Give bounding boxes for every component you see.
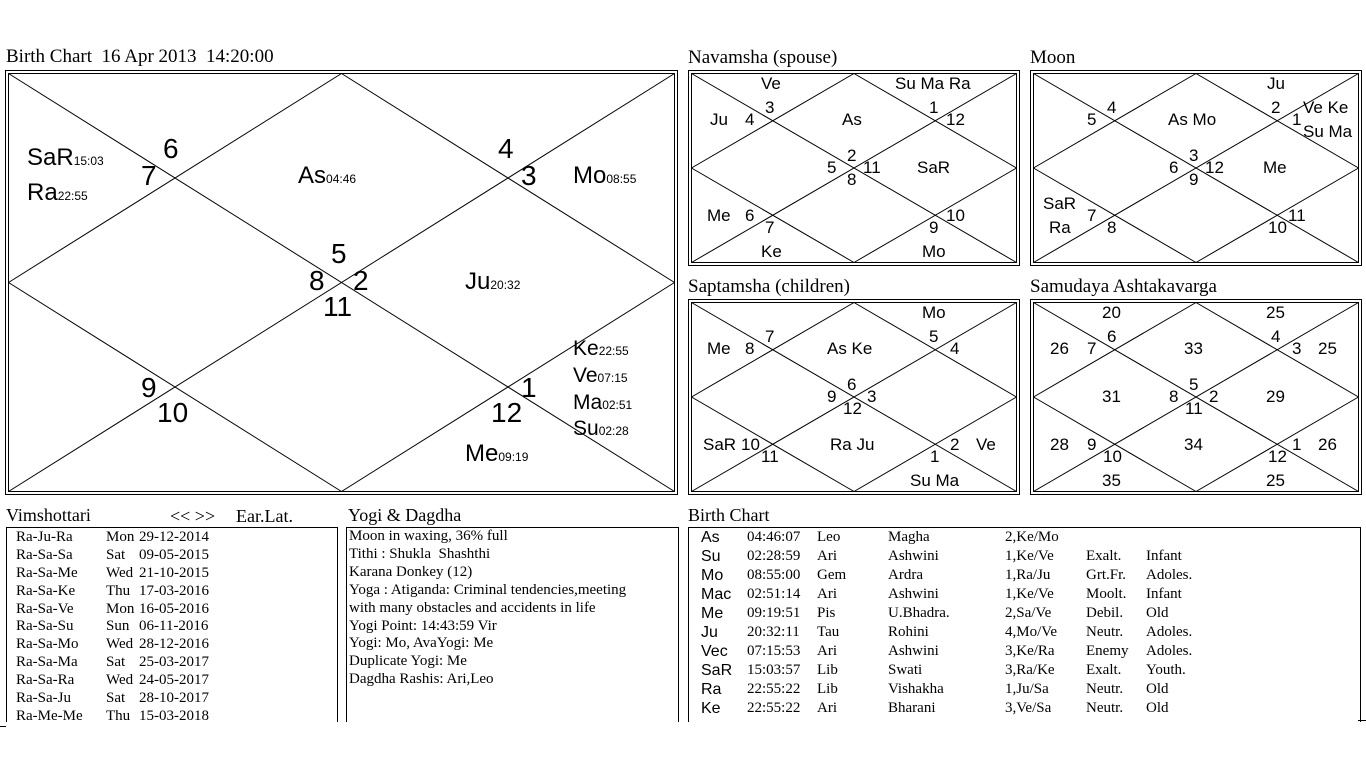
edge-mark <box>0 726 6 727</box>
saptamsha-chart-lines <box>688 299 1020 495</box>
table-row: As 04:46:07 Leo Magha 2,Ke/Mo <box>701 529 1059 546</box>
navamsha-chart-lines <box>688 70 1020 266</box>
yogi-line: Dagdha Rashis: Ari,Leo <box>349 671 494 688</box>
house-number: 6 <box>1107 327 1117 346</box>
planet-label: Ra22:55 <box>27 179 88 206</box>
yogi-line: Duplicate Yogi: Me <box>349 653 467 670</box>
list-item[interactable]: Ra-Sa-Mo Wed 28-12-2016 <box>16 636 209 653</box>
table-row: Vec 07:15:53 Ari Ashwini 3,Ke/Ra Enemy Adoles. <box>701 643 1193 660</box>
house-number: 3 <box>867 387 877 406</box>
house-number: 5 <box>827 158 837 177</box>
list-item[interactable]: Ra-Sa-Su Sun 06-11-2016 <box>16 618 209 635</box>
house-number: 4 <box>745 110 755 129</box>
house-number: 2 <box>353 265 369 296</box>
ear-lat-toggle[interactable]: Ear.Lat. <box>236 506 293 526</box>
score-label: 29 <box>1266 387 1285 406</box>
house-number: 7 <box>141 160 157 191</box>
house-number: 7 <box>1087 339 1097 358</box>
house-number: 12 <box>843 399 862 418</box>
house-number: 10 <box>1268 218 1287 237</box>
house-number: 1 <box>930 447 940 466</box>
score-label: 20 <box>1102 303 1121 322</box>
house-number: 9 <box>929 218 939 237</box>
score-label: 26 <box>1050 339 1069 358</box>
house-number: 6 <box>163 133 179 164</box>
vimshottari-rows <box>16 529 326 726</box>
house-number: 7 <box>765 218 775 237</box>
house-number: 8 <box>1169 387 1179 406</box>
house-number: 7 <box>1087 206 1097 225</box>
planet-label: Su Ma <box>910 471 960 490</box>
planet-label: Ke <box>761 242 782 261</box>
planet-label: SaR <box>1043 194 1077 213</box>
dasha-nav-buttons[interactable]: << >> <box>170 506 216 526</box>
vimshottari-title: Vimshottari <box>6 505 91 525</box>
house-number: 3 <box>1292 339 1302 358</box>
planet-label: Ve07:15 <box>573 364 628 387</box>
house-number: 6 <box>847 375 857 394</box>
house-number: 10 <box>157 397 189 428</box>
planet-label: As Ke <box>827 339 873 358</box>
planet-label: Mo <box>922 242 946 261</box>
birth-table-rows <box>701 529 1341 719</box>
house-number: 6 <box>1169 158 1179 177</box>
house-number: 9 <box>1189 170 1199 189</box>
score-label: 25 <box>1266 303 1285 322</box>
yogi-line: Yogi Point: 14:43:59 Vir <box>349 617 497 634</box>
table-row: Mo 08:55:00 Gem Ardra 1,Ra/Ju Grt.Fr. Adoles. <box>701 567 1193 584</box>
house-number: 12 <box>1205 158 1224 177</box>
house-number: 1 <box>1292 110 1302 129</box>
score-label: 35 <box>1102 471 1121 490</box>
house-number: 11 <box>863 158 881 177</box>
score-label: 28 <box>1050 435 1069 454</box>
planet-label: Ve Ke <box>1303 98 1349 117</box>
house-number: 3 <box>521 160 537 191</box>
planet-label: Ke22:55 <box>573 337 629 360</box>
house-number: 8 <box>309 265 325 296</box>
house-number: 12 <box>1268 447 1287 466</box>
house-number: 2 <box>1209 387 1219 406</box>
planet-label: Ve <box>976 435 996 454</box>
house-number: 7 <box>765 327 775 346</box>
house-number: 2 <box>950 435 960 454</box>
navamsha-title: Navamsha (spouse) <box>688 47 838 68</box>
ashtakavarga-chart[interactable] <box>1030 299 1362 495</box>
house-number: 3 <box>765 98 775 117</box>
planet-label: Me09:19 <box>465 440 529 467</box>
score-label: 34 <box>1184 435 1203 454</box>
list-item[interactable]: Ra-Ju-Ra Mon 29-12-2014 <box>16 529 209 545</box>
planet-label: Su02:28 <box>573 417 629 440</box>
planet-label: Ju <box>1267 74 1285 93</box>
score-label: 25 <box>1318 339 1337 358</box>
table-row: Su 02:28:59 Ari Ashwini 1,Ke/Ve Exalt. Infant <box>701 548 1182 565</box>
house-number: 9 <box>141 372 157 403</box>
table-row: Mac 02:51:14 Ari Ashwini 1,Ke/Ve Moolt. Infant <box>701 586 1182 603</box>
planet-label: Ra Ju <box>830 435 875 454</box>
yogi-line: with many obstacles and accidents in life <box>349 599 596 616</box>
list-item[interactable]: Ra-Sa-Ra Wed 24-05-2017 <box>16 672 209 689</box>
score-label: 33 <box>1184 339 1203 358</box>
house-number: 4 <box>498 133 514 164</box>
list-item[interactable]: Ra-Sa-Ma Sat 25-03-2017 <box>16 654 209 671</box>
planet-label: Me <box>1263 158 1287 177</box>
house-number: 8 <box>745 339 755 358</box>
yogi-lines <box>349 528 626 689</box>
yogi-line: Yogi: Mo, AvaYogi: Me <box>349 635 494 652</box>
navamsha-chart[interactable] <box>688 70 1020 266</box>
planet-label: Su Ma <box>1303 122 1353 141</box>
list-item[interactable]: Ra-Sa-Sa Sat 09-05-2015 <box>16 546 209 563</box>
score-label: 25 <box>1266 471 1285 490</box>
table-row: Ke 22:55:22 Ari Bharani 3,Ve/Sa Neutr. Old <box>701 700 1169 717</box>
planet-label: SaR <box>703 435 737 454</box>
moon-title: Moon <box>1030 47 1076 68</box>
list-item[interactable]: Ra-Sa-Me Wed 21-10-2015 <box>16 564 209 581</box>
house-number: 11 <box>1185 399 1203 418</box>
house-number: 3 <box>1189 146 1199 165</box>
house-number: 2 <box>1271 98 1281 117</box>
house-number: 8 <box>1107 218 1117 237</box>
list-item[interactable]: Ra-Sa-Ke Thu 17-03-2016 <box>16 582 209 599</box>
planet-label: Me <box>707 206 731 225</box>
house-number: 9 <box>827 387 837 406</box>
birth-table-title: Birth Chart <box>688 505 770 525</box>
planet-label: SaR <box>917 158 951 177</box>
planet-label: Mo <box>922 303 946 322</box>
house-number: 11 <box>1288 206 1306 225</box>
house-number: 1 <box>521 372 537 403</box>
saptamsha-title: Saptamsha (children) <box>688 276 850 297</box>
planet-label: As04:46 <box>298 162 357 189</box>
yogi-line: Yoga : Atiganda: Criminal tendencies,meeting <box>349 581 627 598</box>
house-number: 5 <box>929 327 939 346</box>
table-row: Ra 22:55:22 Lib Vishakha 1,Ju/Sa Neutr. Old <box>701 681 1169 698</box>
birth-chart-title: Birth Chart 16 Apr 2013 14:20:00 <box>6 46 274 67</box>
planet-label: Me <box>707 339 731 358</box>
planet-label: Ve <box>761 74 781 93</box>
house-number: 2 <box>847 146 857 165</box>
score-label: 26 <box>1318 435 1337 454</box>
yogi-line: Moon in waxing, 36% full <box>349 528 508 544</box>
yogi-line: Karana Donkey (12) <box>349 563 473 580</box>
house-number: 8 <box>847 170 857 189</box>
house-number: 10 <box>1103 447 1122 466</box>
planet-label: As <box>842 110 862 129</box>
house-number: 10 <box>946 206 965 225</box>
edge-mark <box>1358 720 1366 721</box>
house-number: 11 <box>323 291 353 322</box>
planet-label: Ra <box>1049 218 1071 237</box>
planet-label: Mo08:55 <box>573 162 637 189</box>
list-item[interactable]: Ra-Sa-Ve Mon 16-05-2016 <box>16 600 209 617</box>
yogi-title: Yogi & Dagdha <box>348 505 462 525</box>
house-number: 12 <box>491 397 523 428</box>
planet-label: Su Ma Ra <box>895 74 971 93</box>
house-number: 5 <box>331 238 347 269</box>
house-number: 11 <box>761 447 779 466</box>
ashtakavarga-title: Samudaya Ashtakavarga <box>1030 276 1217 297</box>
planet-label: SaR15:03 <box>27 144 104 171</box>
planet-label: Ju <box>710 110 728 129</box>
table-row: Ju 20:32:11 Tau Rohini 4,Mo/Ve Neutr. Adoles. <box>701 624 1193 641</box>
planet-label: Ma02:51 <box>573 391 633 414</box>
house-number: 5 <box>1087 110 1097 129</box>
house-number: 4 <box>1107 98 1117 117</box>
house-number: 4 <box>950 339 960 358</box>
yogi-line: Tithi : Shukla Shashthi <box>349 545 491 562</box>
house-number: 4 <box>1271 327 1281 346</box>
house-number: 9 <box>1087 435 1097 454</box>
planet-label: As Mo <box>1168 110 1217 129</box>
house-number: 1 <box>1292 435 1302 454</box>
table-row: SaR 15:03:57 Lib Swati 3,Ra/Ke Exalt. Youth. <box>701 662 1186 679</box>
planet-label: Ju20:32 <box>465 268 521 295</box>
ashtakavarga-chart-lines <box>1030 299 1362 495</box>
saptamsha-chart[interactable] <box>688 299 1020 495</box>
score-label: 31 <box>1102 387 1121 406</box>
list-item[interactable]: Ra-Me-Me Thu 15-03-2018 <box>16 707 209 724</box>
house-number: 12 <box>946 110 965 129</box>
house-number: 5 <box>1189 375 1199 394</box>
house-number: 6 <box>745 206 755 225</box>
house-number: 10 <box>741 435 760 454</box>
list-item[interactable]: Ra-Sa-Ju Sat 28-10-2017 <box>16 690 209 707</box>
table-row: Me 09:19:51 Pis U.Bhadra. 2,Sa/Ve Debil. Old <box>701 605 1169 622</box>
house-number: 1 <box>929 98 939 117</box>
